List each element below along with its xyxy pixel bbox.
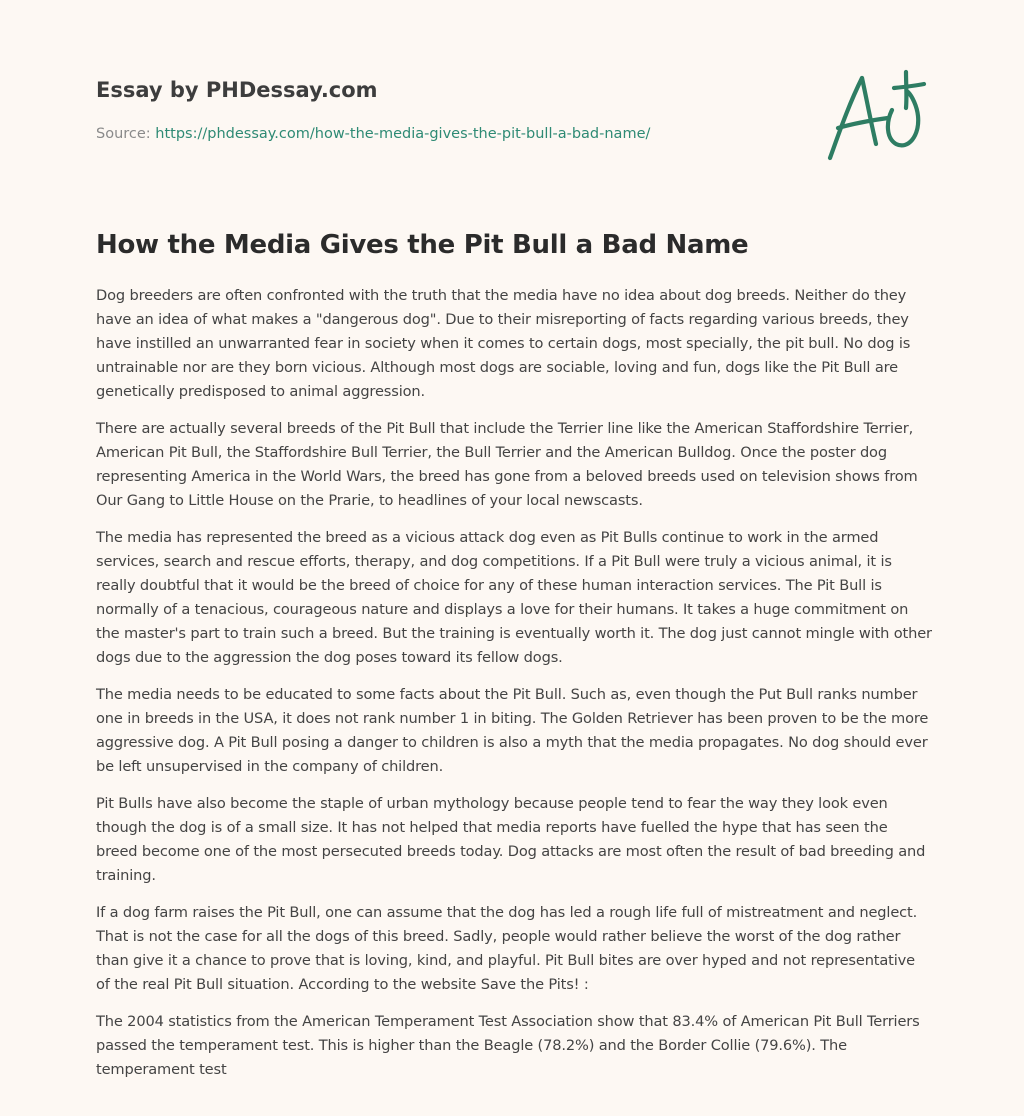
essay-body (96, 284, 932, 1095)
source-line (96, 124, 796, 144)
essay-paragraph: The media has represented the breed as a vicious attack dog even as Pit Bulls continue to work in the armed services, search and rescue efforts, therapy, and dog competitions. If a Pit Bull were truly a vicious animal, it is really doubtful that it would be the breed of choice for any of these human interaction services. The Pit Bull is normally of a tenacious, courageous nature and displays a love for their humans. It takes a huge commitment on the master's part to train such a breed. But the training is eventually worth it. The dog just cannot mingle with other dogs due to the aggression the dog poses toward its fellow dogs. (96, 529, 932, 666)
essay-paragraph: Dog breeders are often confronted with the truth that the media have no idea about dog breeds. Neither do they have an idea of what makes a "dangerous dog". Due to their misreporting of facts regarding various breeds, they have instilled an unwarranted fear in society when it comes to certain dogs, most specially, the pit bull. No dog is untrainable nor are they born vicious. Although most dogs are sociable, loving and fun, dogs like the Pit Bull are genetically predisposed to animal aggression. (96, 287, 911, 400)
source-label: Source: (96, 126, 156, 142)
site-title: Essay by PHDessay.com (96, 78, 378, 102)
essay-paragraph: There are actually several breeds of the Pit Bull that include the Terrier line like the American Staffordshire Terrier, American Pit Bull, the Staffordshire Bull Terrier, the Bull Terrier and the American Bulldog. Once the poster dog representing America in the World Wars, the breed has gone from a beloved breeds used on television shows from Our Gang to Little House on the Prarie, to headlines of your local newscasts. (96, 420, 918, 509)
essay-paragraph: If a dog farm raises the Pit Bull, one can assume that the dog has led a rough life full of mistreatment and neglect. That is not the case for all the dogs of this breed. Sadly, people would rather believe the worst of the dog rather than give it a chance to prove that is loving, kind, and playful. Pit Bull bites are over hyped and not representative of the real Pit Bull situation. According to the website Save the Pits! : (96, 904, 918, 993)
essay-paragraph: Pit Bulls have also become the staple of urban mythology because people tend to fear the way they look even though the dog is of a small size. It has not helped that media reports have fuelled the hype that has seen the breed become one of the most persecuted breeds today. Dog attacks are most often the result of bad breeding and training. (96, 795, 926, 884)
source-link[interactable]: https://phdessay.com/how-the-media-gives-the-pit-bull-a-bad-name/ (155, 126, 651, 142)
site-header (96, 74, 796, 144)
essay-paragraph: The media needs to be educated to some facts about the Pit Bull. Such as, even though the Put Bull ranks number one in breeds in the USA, it does not rank number 1 in biting. The Golden Retriever has been proven to be the more aggressive dog. A Pit Bull posing a danger to children is also a myth that the media propagates. No dog should ever be left unsupervised in the company of children. (96, 686, 929, 775)
essay-title: How the Media Gives the Pit Bull a Bad Name (96, 230, 749, 260)
essay-paragraph: The 2004 statistics from the American Temperament Test Association show that 83.4% of American Pit Bull Terriers passed the temperament test. This is higher than the Beagle (78.2%) and the Border Collie (79.6%). The temperament test (96, 1013, 920, 1078)
a-plus-grade-icon (820, 66, 930, 166)
